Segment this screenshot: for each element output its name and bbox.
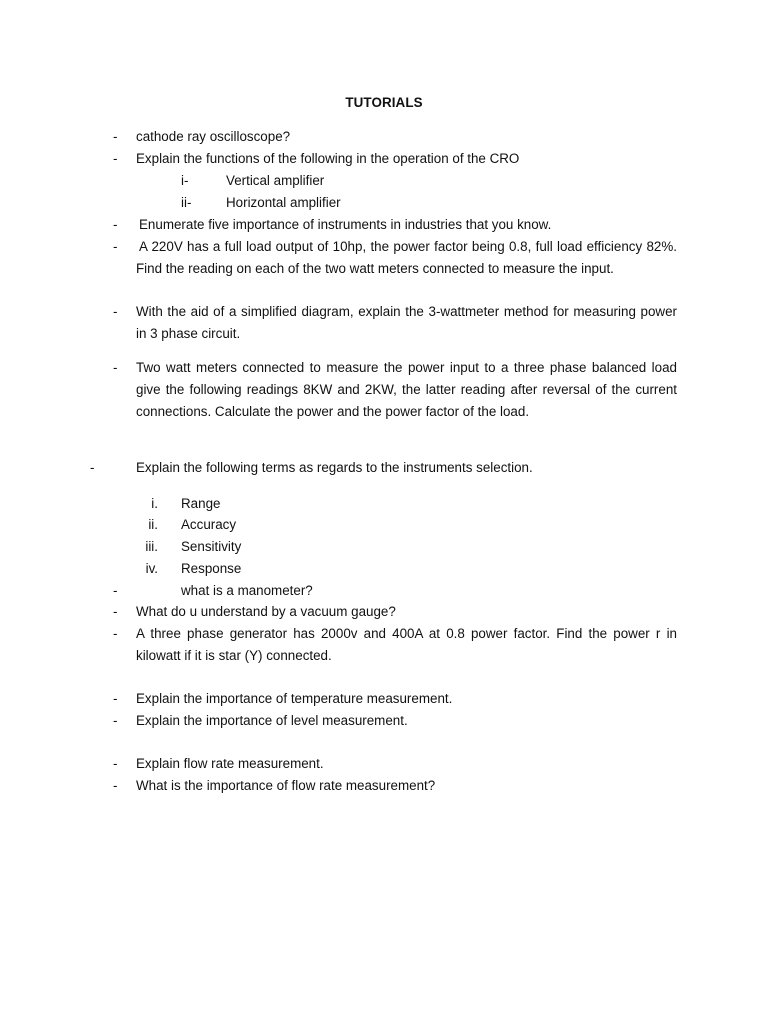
list-item: Vertical amplifier [226, 173, 325, 188]
question-9: What do u understand by a vacuum gauge? [136, 604, 396, 619]
list-item: Response [181, 561, 242, 576]
bullet-dash: - [90, 460, 95, 475]
question-1: cathode ray oscilloscope? [136, 129, 291, 144]
list-item: Range [181, 496, 221, 511]
question-10: A three phase generator has 2000v and 400A at 0.8 power factor. Find the power r in kilowatt if it is star (Y) connected. [136, 626, 677, 663]
bullet-dash: - [113, 778, 118, 793]
question-7: Explain the following terms as regards to the instruments selection. [136, 460, 533, 475]
question-14: What is the importance of flow rate measurement? [136, 778, 436, 793]
list-item-number: iii. [145, 539, 158, 554]
question-2: Explain the functions of the following in the operation of the CRO [136, 151, 520, 166]
bullet-dash: - [113, 756, 118, 771]
bullet-dash: - [113, 583, 118, 598]
bullet-dash: - [113, 239, 118, 254]
question-8: what is a manometer? [181, 583, 313, 598]
list-item-number: iv. [145, 561, 158, 576]
question-5: With the aid of a simplified diagram, explain the 3-wattmeter method for measuring power in 3 phase circuit. [136, 304, 677, 341]
bullet-dash: - [113, 217, 118, 232]
list-item-number: i. [151, 496, 158, 511]
bullet-dash: - [113, 304, 118, 319]
list-item: Sensitivity [181, 539, 242, 554]
bullet-dash: - [113, 151, 118, 166]
question-12: Explain the importance of level measurement. [136, 713, 408, 728]
bullet-dash: - [113, 691, 118, 706]
list-item-number: i- [181, 173, 189, 188]
question-11: Explain the importance of temperature measurement. [136, 691, 453, 706]
bullet-dash: - [113, 604, 118, 619]
question-3: Enumerate five importance of instruments in industries that you know. [139, 217, 552, 232]
list-item: Horizontal amplifier [226, 195, 341, 210]
question-4: A 220V has a full load output of 10hp, the power factor being 0.8, full load efficiency 82%. Find the reading on each of the two watt meters connected to measure the input. [136, 239, 677, 276]
bullet-dash: - [113, 129, 118, 144]
question-13: Explain flow rate measurement. [136, 756, 324, 771]
bullet-dash: - [113, 626, 118, 641]
list-item-number: ii- [181, 195, 192, 210]
page-title: TUTORIALS [345, 95, 423, 110]
bullet-dash: - [113, 360, 118, 375]
question-6: Two watt meters connected to measure the power input to a three phase balanced load give the following readings 8KW and 2KW, the latter reading after reversal of the current connections. Calculate the power and the power factor of the load. [136, 360, 677, 419]
list-item: Accuracy [181, 517, 237, 532]
list-item-number: ii. [148, 517, 158, 532]
bullet-dash: - [113, 713, 118, 728]
